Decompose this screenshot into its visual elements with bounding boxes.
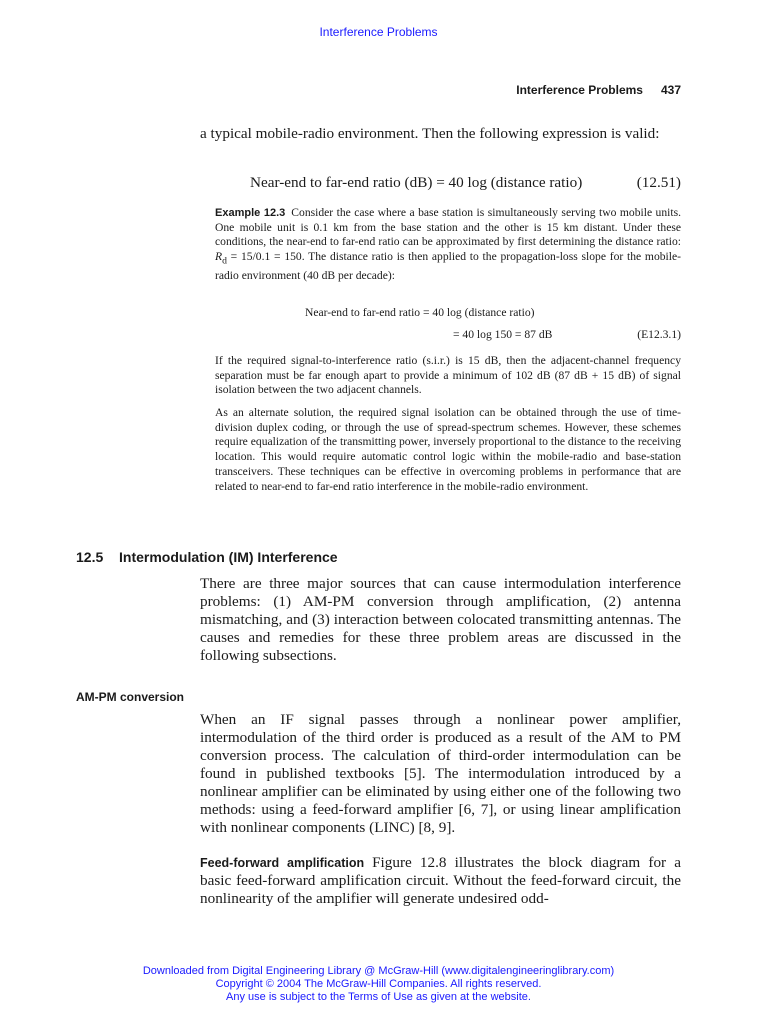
section-heading [76,549,338,565]
distance-ratio-subscript: d [222,255,227,267]
main-equation-number: (12.51) [636,174,681,191]
example-equation-number: (E12.3.1) [637,328,681,341]
main-equation [250,174,681,192]
page-number: 437 [660,83,681,97]
top-chapter-link[interactable]: Interference Problems [319,25,438,39]
intro-paragraph: a typical mobile-radio environment. Then the following expression is valid: [200,125,660,142]
feed-forward-paragraph [200,854,681,908]
example-paragraph-2: If the required signal-to-interference ratio (s.i.r.) is 15 dB, then the adjacent-channel frequency separation must be far enough apart to provide a minimum of 102 dB (87 dB + 15 dB) of signal isolation between the two adjacent channels. [215,354,681,397]
example-paragraph-1 [215,206,681,284]
footer [0,965,757,1004]
running-head-title: Interference Problems [516,83,643,97]
example-equation-line-1: Near-end to far-end ratio = 40 log (distance ratio) [305,306,535,319]
section-title: Intermodulation (IM) Interference [119,549,338,565]
section-number: 12.5 [76,549,104,565]
subsection-paragraph: When an IF signal passes through a nonlinear power amplifier, intermodulation of the third order is produced as a result of the AM to PM conversion process. The calculation of third-order intermodulation can be found in published textbooks [5]. The intermodulation introduced by a nonlinear amplifier can be eliminated by using either one of the following two methods: using a feed-forward amplifier [6, 7], or using linear amplification with nonlinear components (LINC) [8, 9]. [200,711,681,836]
section-paragraph: There are three major sources that can cause intermodulation interference problems: (1) AM-PM conversion through amplification, (2) antenna mismatching, and (3) interaction between colocated transmitting antennas. The causes and remedies for these three problem areas are discussed in the following subsections. [200,575,681,664]
subsection-heading: AM-PM conversion [76,690,185,704]
feed-forward-heading: Feed-forward amplification [200,856,365,870]
feed-forward-text: Figure 12.8 illustrates the block diagram for a basic feed-forward amplification circuit. Without the feed-forward circuit, the nonlinearity of the amplifier will generate undesired odd- [200,854,681,907]
example-text-b: = 15/0.1 = 150. The distance ratio is then applied to the propagation-loss slope for the mobile-radio environment (40 dB per decade): [215,250,681,283]
example-paragraph-3: As an alternate solution, the required signal isolation can be obtained through the use of time-division duplex coding, or through the use of spread-spectrum schemes. However, these schemes require equalization of the transmitting power, inversely proportional to the distance to the receiving location. This would require automatic control logic within the mobile-radio and base-station transceivers. These techniques can be effective in overcoming problems in performance that are related to near-end to far-end ratio interference in the mobile-radio environment. [215,406,681,493]
example-label: Example 12.3 [215,207,286,219]
distance-ratio-symbol: R [215,250,223,264]
footer-download-link[interactable]: Downloaded from Digital Engineering Library @ McGraw-Hill (www.digitalengineeringlibrary.com) [142,965,615,977]
example-equation-line-2: = 40 log 150 = 87 dB [453,328,553,341]
running-head [516,83,681,97]
footer-terms-link[interactable]: Any use is subject to the Terms of Use as given at the website. [226,991,531,1003]
example-text-a: Consider the case where a base station is simultaneously serving two mobile units. One mobile unit is 0.1 km from the base station and the other is 15 km distant. Under these conditions, the near-end to far-end ratio can be approximated by first determining the distance ratio: [215,206,682,249]
footer-copyright: Copyright © 2004 The McGraw-Hill Companies. All rights reserved. [215,978,542,990]
main-equation-text: Near-end to far-end ratio (dB) = 40 log (distance ratio) [250,174,583,191]
